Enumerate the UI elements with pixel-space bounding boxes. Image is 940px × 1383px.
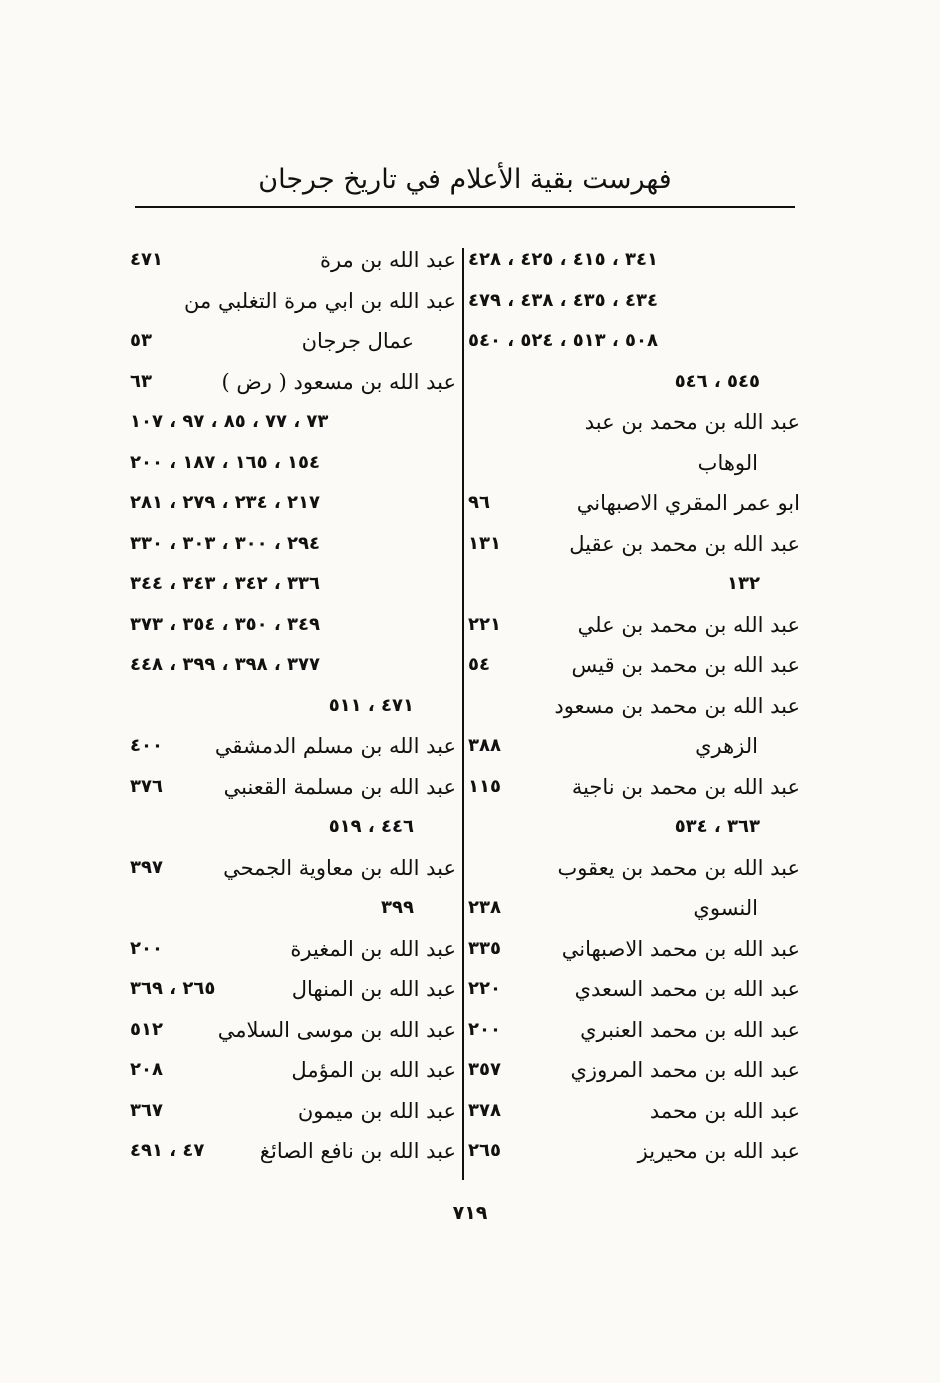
- entry-name-continuation: الوهاب: [697, 450, 758, 475]
- entry-name: عبد الله بن مسلمة القعنبي: [223, 774, 456, 799]
- entry-name-continuation: عمال جرجان: [301, 329, 414, 353]
- entry-name: عبد الله بن مرة: [319, 248, 456, 272]
- index-entry: [130, 888, 456, 929]
- entry-page-numbers: ٤٠٠: [130, 735, 163, 756]
- entry-page-numbers: ٢٣٨: [468, 897, 501, 918]
- entry-page-numbers: ٣٦٧: [130, 1099, 163, 1121]
- entry-name: عبد الله بن محمد بن عقيل: [569, 531, 800, 556]
- index-entry: [130, 240, 456, 281]
- index-entry: [130, 483, 456, 524]
- entry-name: عبد الله بن محمد الاصبهاني: [561, 936, 800, 961]
- index-entry: [468, 929, 800, 970]
- index-entry: [130, 402, 456, 443]
- entry-name: عبد الله بن محمد بن ناجية: [571, 774, 800, 799]
- entry-page-numbers: ٣٤٩ ، ٣٥٠ ، ٣٥٤ ، ٣٧٣: [130, 613, 320, 635]
- index-entry: [130, 281, 456, 322]
- index-entry: [130, 1131, 456, 1172]
- entry-page-numbers: ٣٩٧: [130, 856, 163, 878]
- index-entry: [468, 605, 800, 646]
- entry-name: عبد الله بن محمد بن مسعود: [554, 693, 800, 718]
- index-entry: [130, 848, 456, 889]
- entry-page-numbers: ٩٦: [468, 492, 490, 513]
- index-entry: [130, 362, 456, 403]
- entry-page-numbers: ٣٣٥: [468, 937, 501, 959]
- entry-page-numbers: ٦٣: [130, 370, 152, 392]
- entry-name: عبد الله بن مسعود ( رض ): [221, 369, 456, 394]
- index-entry: [468, 402, 800, 443]
- entry-name: عبد الله بن محمد المروزي: [570, 1058, 800, 1082]
- index-entry: [130, 969, 456, 1010]
- entry-page-numbers: ٣٩٩: [381, 897, 414, 918]
- entry-page-numbers: ٣٥٧: [468, 1059, 501, 1080]
- entry-page-numbers: ١١٥: [468, 775, 501, 797]
- entry-name: عبد الله بن معاوية الجمحي: [223, 855, 456, 880]
- entry-page-numbers: ٣٧٦: [130, 775, 163, 797]
- entry-page-numbers: ٢٠٠: [468, 1018, 501, 1040]
- index-entry: [468, 1010, 800, 1051]
- index-entry: [468, 1131, 800, 1172]
- entry-name: ابو عمر المقري الاصبهاني: [576, 491, 800, 515]
- entry-page-numbers: ٢٢٠: [468, 978, 501, 999]
- index-entry: [468, 969, 800, 1010]
- index-entry: [468, 443, 800, 484]
- entry-page-numbers: ٢٠٨: [130, 1059, 163, 1080]
- entry-name: عبد الله بن محمد بن يعقوب: [557, 855, 800, 880]
- entry-page-numbers: ٥١٢: [130, 1018, 163, 1040]
- entry-page-numbers: ٤٣٤ ، ٤٣٥ ، ٤٣٨ ، ٤٧٩: [468, 289, 658, 311]
- index-entry: [468, 564, 800, 605]
- index-entry: [130, 605, 456, 646]
- entry-name: عبد الله بن محمد السعدي: [574, 977, 800, 1001]
- index-entry: [130, 807, 456, 848]
- entry-page-numbers: ٣٨٨: [468, 735, 501, 756]
- entry-name: عبد الله بن محمد بن علي: [577, 612, 800, 637]
- entry-name-continuation: الزهري: [695, 734, 758, 758]
- index-entry: [468, 686, 800, 727]
- entry-name: عبد الله بن موسى السلامي: [217, 1017, 456, 1042]
- entry-page-numbers: ٢٩٤ ، ٣٠٠ ، ٣٠٣ ، ٣٣٠: [130, 532, 320, 554]
- entry-name: عبد الله بن ميمون: [297, 1098, 456, 1123]
- index-entry: [468, 1091, 800, 1132]
- index-entry: [468, 483, 800, 524]
- index-entry: [130, 767, 456, 808]
- index-entry: [130, 726, 456, 767]
- entry-page-numbers: ٣٦٣ ، ٥٣٤: [674, 816, 760, 837]
- entry-page-numbers: ٤٧١ ، ٥١١: [328, 694, 414, 716]
- entry-page-numbers: ١٣٢: [727, 573, 760, 594]
- index-entry: [468, 240, 800, 281]
- index-entry: [130, 1050, 456, 1091]
- entry-page-numbers: ٢٦٥ ، ٣٦٩: [130, 978, 216, 999]
- entry-page-numbers: ٥٠٨ ، ٥١٣ ، ٥٢٤ ، ٥٤٠: [468, 330, 658, 351]
- entry-name: عبد الله بن محمد بن قيس: [571, 653, 800, 677]
- entry-page-numbers: ٥٤: [468, 654, 490, 675]
- entry-name: عبد الله بن المنهال: [291, 977, 456, 1001]
- entry-page-numbers: ١٥٤ ، ١٦٥ ، ١٨٧ ، ٢٠٠: [130, 451, 320, 473]
- index-entry: [468, 767, 800, 808]
- page-title: فهرست بقية الأعلام في تاريخ جرجان: [258, 164, 672, 195]
- index-entry: [130, 1091, 456, 1132]
- column-divider: [462, 248, 464, 1180]
- index-entry: [130, 1010, 456, 1051]
- index-entry: [468, 888, 800, 929]
- index-entry: [130, 524, 456, 565]
- index-entry: [130, 929, 456, 970]
- entry-page-numbers: ٢٠٠: [130, 937, 163, 959]
- entry-page-numbers: ٤٧ ، ٤٩١: [130, 1140, 205, 1161]
- index-column-left: [130, 240, 456, 1172]
- index-entry: [468, 848, 800, 889]
- entry-page-numbers: ٤٧١: [130, 249, 163, 270]
- index-entry: [468, 726, 800, 767]
- entry-name: عبد الله بن مسلم الدمشقي: [214, 734, 456, 758]
- entry-name: عبد الله بن المغيرة: [290, 936, 456, 961]
- entry-name: عبد الله بن ابي مرة التغلبي من: [184, 288, 456, 313]
- entry-name: عبد الله بن المؤمل: [291, 1058, 456, 1082]
- entry-page-numbers: ٢١٧ ، ٢٣٤ ، ٢٧٩ ، ٢٨١: [130, 492, 320, 513]
- index-entry: [130, 443, 456, 484]
- entry-name: عبد الله بن محيريز: [637, 1139, 800, 1163]
- index-column-right: [468, 240, 800, 1172]
- index-entry: [468, 524, 800, 565]
- entry-page-numbers: ٣٧٨: [468, 1099, 501, 1121]
- entry-page-numbers: ٧٣ ، ٧٧ ، ٨٥ ، ٩٧ ، ١٠٧: [130, 411, 329, 432]
- index-entry: [468, 321, 800, 362]
- entry-name: عبد الله بن نافع الصائغ: [259, 1139, 456, 1163]
- entry-name: عبد الله بن محمد العنبري: [580, 1017, 800, 1042]
- entry-name: عبد الله بن محمد: [649, 1098, 800, 1123]
- entry-page-numbers: ٥٤٥ ، ٥٤٦: [674, 370, 760, 392]
- index-entry: [468, 807, 800, 848]
- index-entry: [130, 564, 456, 605]
- page-number: ٧١٩: [452, 1202, 488, 1224]
- index-entry: [468, 645, 800, 686]
- entry-page-numbers: ٣٤١ ، ٤١٥ ، ٤٢٥ ، ٤٢٨: [468, 249, 658, 270]
- entry-name: عبد الله بن محمد بن عبد: [584, 410, 800, 434]
- entry-page-numbers: ٥٣: [130, 330, 152, 351]
- index-entry: [130, 321, 456, 362]
- entry-page-numbers: ٣٣٦ ، ٣٤٢ ، ٣٤٣ ، ٣٤٤: [130, 573, 320, 594]
- index-entry: [468, 281, 800, 322]
- index-entry: [130, 686, 456, 727]
- index-entry: [468, 1050, 800, 1091]
- entry-page-numbers: ٤٤٦ ، ٥١٩: [328, 816, 414, 837]
- entry-page-numbers: ٢٢١: [468, 613, 501, 635]
- header-rule: [135, 206, 795, 208]
- index-entry: [130, 645, 456, 686]
- entry-page-numbers: ١٣١: [468, 532, 501, 554]
- index-entry: [468, 362, 800, 403]
- entry-page-numbers: ٣٧٧ ، ٣٩٨ ، ٣٩٩ ، ٤٤٨: [130, 654, 320, 675]
- entry-page-numbers: ٢٦٥: [468, 1140, 501, 1161]
- entry-name-continuation: النسوي: [693, 896, 758, 920]
